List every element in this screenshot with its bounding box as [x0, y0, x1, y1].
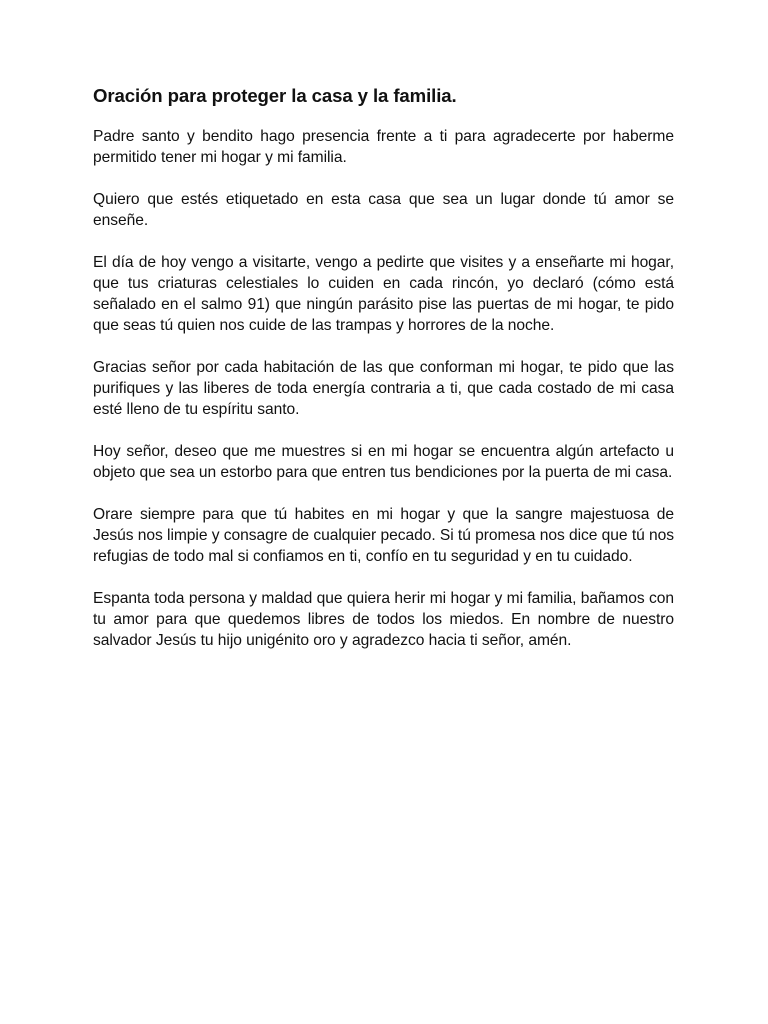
document-page — [93, 84, 674, 672]
paragraph-1: Padre santo y bendito hago presencia frente a ti para agradecerte por haberme permitido tener mi hogar y mi familia. — [93, 128, 674, 166]
document-title: Oración para proteger la casa y la familia. — [93, 85, 457, 106]
paragraph-5: Hoy señor, deseo que me muestres si en mi hogar se encuentra algún artefacto u objeto que sea un estorbo para que entren tus bendiciones por la puerta de mi casa. — [93, 443, 674, 481]
paragraph-4: Gracias señor por cada habitación de las que conforman mi hogar, te pido que las purifiques y las liberes de toda energía contraria a ti, que cada costado de mi casa esté lleno de tu espíritu santo. — [93, 359, 674, 418]
paragraph-3: El día de hoy vengo a visitarte, vengo a pedirte que visites y a enseñarte mi hogar, que tus criaturas celestiales lo cuiden en cada rincón, yo declaró (cómo está señalado en el salmo 91) que ningún parásito pise las puertas de mi hogar, te pido que seas tú quien nos cuide de las trampas y horrores de la noche. — [93, 254, 674, 334]
paragraph-2: Quiero que estés etiquetado en esta casa que sea un lugar donde tú amor se enseñe. — [93, 191, 674, 229]
paragraph-6: Orare siempre para que tú habites en mi hogar y que la sangre majestuosa de Jesús nos limpie y consagre de cualquier pecado. Si tú promesa nos dice que tú nos refugias de todo mal si confiamos en ti, confío en tu seguridad y en tu cuidado. — [93, 506, 675, 565]
paragraph-7: Espanta toda persona y maldad que quiera herir mi hogar y mi familia, bañamos con tu amor para que quedemos libres de todos los miedos. En nombre de nuestro salvador Jesús tu hijo unigénito oro y agradezco hacia ti señor, amén. — [93, 590, 674, 649]
